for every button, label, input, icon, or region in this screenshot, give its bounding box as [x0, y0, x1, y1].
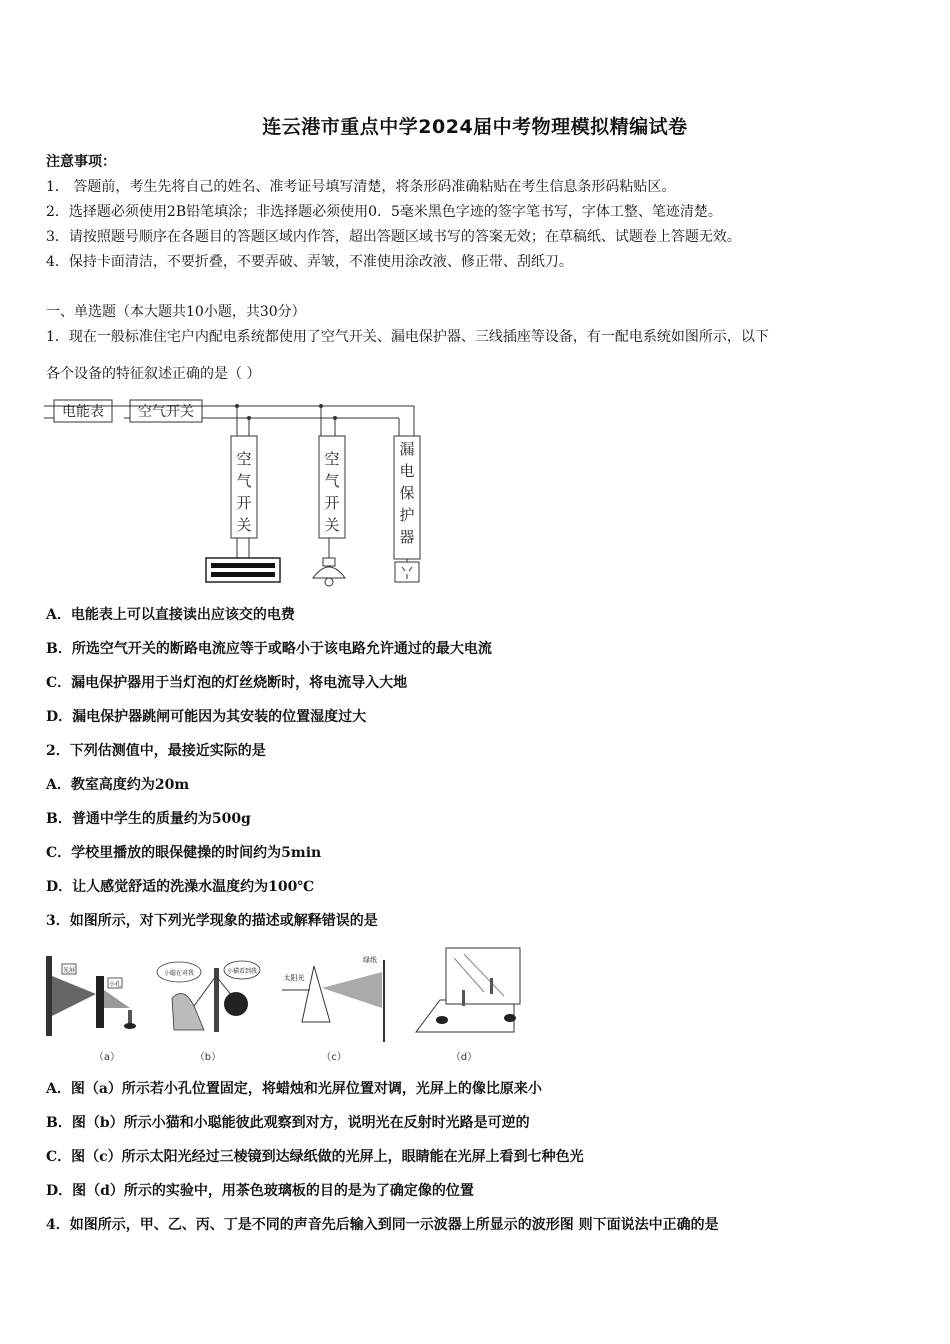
- distribution-circuit-figure: [44, 396, 424, 588]
- notice-item: 2．选择题必须使用2B铅笔填涂；非选择题必须使用0．5毫米黑色字迹的签字笔书写，字体工整、笔迹清楚。: [46, 204, 722, 220]
- svg-text:空: 空: [236, 450, 252, 468]
- svg-text:保: 保: [399, 484, 415, 502]
- svg-text:光屏: 光屏: [62, 967, 76, 974]
- question-4-stem: 4．如图所示，甲、乙、丙、丁是不同的声音先后输入到同一示波器上所显示的波形图 则下面说法中正确的是: [46, 1217, 719, 1233]
- reflection-diagram: [157, 961, 260, 1032]
- plane-mirror-diagram: [416, 948, 520, 1032]
- svg-text:空: 空: [324, 450, 340, 468]
- socket-icon: [395, 562, 419, 582]
- q3-option-b: B．图（b）所示小猫和小聪能彼此观察到对方，说明光在反射时光路是可逆的: [46, 1115, 530, 1131]
- svg-text:（b）: （b）: [194, 1052, 222, 1063]
- q1-option-d: D．漏电保护器跳闸可能因为其安装的位置湿度过大: [46, 709, 367, 725]
- svg-text:关: 关: [236, 516, 252, 534]
- svg-text:（d）: （d）: [450, 1052, 478, 1063]
- main-switch-label: 空气开关: [138, 404, 194, 420]
- question-1-stem-cont: 各个设备的特征叙述正确的是（ ）: [46, 366, 261, 382]
- heater-icon: [206, 558, 280, 582]
- svg-text:气: 气: [236, 472, 252, 490]
- notice-item: 1． 答题前，考生先将自己的姓名、准考证号填写清楚，将条形码准确粘贴在考生信息条形码粘贴区。: [46, 179, 676, 195]
- svg-text:小孔: 小孔: [108, 981, 122, 988]
- q1-option-c: C．漏电保护器用于当灯泡的灯丝烧断时，将电流导入大地: [46, 675, 408, 691]
- svg-text:太阳光: 太阳光: [283, 974, 305, 982]
- pinhole-diagram: [46, 956, 136, 1036]
- section-heading: 一、单选题（本大题共10小题，共30分）: [46, 304, 306, 320]
- svg-text:器: 器: [399, 528, 415, 546]
- q1-option-b: B．所选空气开关的断路电流应等于或略小于该电路允许通过的最大电流: [46, 641, 492, 657]
- q2-option-a: A．教室高度约为20m: [46, 777, 190, 793]
- question-3-stem: 3．如图所示，对下列光学现象的描述或解释错误的是: [46, 913, 378, 929]
- q3-option-c: C．图（c）所示太阳光经过三棱镜到达绿纸做的光屏上，眼睛能在光屏上看到七种色光: [46, 1149, 584, 1165]
- q3-option-d: D．图（d）所示的实验中，用茶色玻璃板的目的是为了确定像的位置: [46, 1183, 474, 1199]
- notice-item: 4．保持卡面清洁，不要折叠，不要弄破、弄皱，不准使用涂改液、修正带、刮纸刀。: [46, 254, 573, 270]
- svg-text:漏: 漏: [399, 440, 415, 458]
- optics-figure: [44, 946, 524, 1070]
- svg-text:关: 关: [324, 516, 340, 534]
- svg-text:电: 电: [399, 462, 415, 480]
- q2-option-d: D．让人感觉舒适的洗澡水温度约为100℃: [46, 879, 315, 895]
- svg-text:小聪在对我: 小聪在对我: [163, 970, 195, 977]
- svg-text:护: 护: [399, 506, 415, 524]
- notice-item: 3．请按照题号顺序在各题目的答题区域内作答，超出答题区域书写的答案无效；在草稿纸、试题卷上答题无效。: [46, 229, 741, 245]
- meter-label: 电能表: [62, 404, 104, 420]
- lamp-icon: [313, 558, 345, 586]
- question-2-stem: 2．下列估测值中，最接近实际的是: [46, 743, 266, 759]
- question-1-stem: 1．现在一般标准住宅户内配电系统都使用了空气开关、漏电保护器、三线插座等设备，有一配电系统如图所示，以下: [46, 329, 769, 345]
- notice-heading: 注意事项：: [46, 154, 116, 170]
- svg-text:（a）: （a）: [93, 1052, 121, 1063]
- q2-option-b: B．普通中学生的质量约为500g: [46, 811, 251, 827]
- svg-text:（c）: （c）: [321, 1052, 347, 1063]
- svg-text:气: 气: [324, 472, 340, 490]
- q3-option-a: A．图（a）所示若小孔位置固定，将蜡烛和光屏位置对调，光屏上的像比原来小: [46, 1081, 542, 1097]
- q1-option-a: A．电能表上可以直接读出应该交的电费: [46, 607, 295, 623]
- svg-text:绿纸: 绿纸: [363, 956, 377, 964]
- svg-text:开: 开: [324, 494, 340, 512]
- prism-diagram: [282, 955, 384, 1042]
- page-title: 连云港市重点中学2024届中考物理模拟精编试卷: [262, 116, 688, 138]
- svg-text:小猫看到我: 小猫看到我: [226, 968, 258, 975]
- q2-option-c: C．学校里播放的眼保健操的时间约为5min: [46, 845, 322, 861]
- svg-text:开: 开: [236, 494, 252, 512]
